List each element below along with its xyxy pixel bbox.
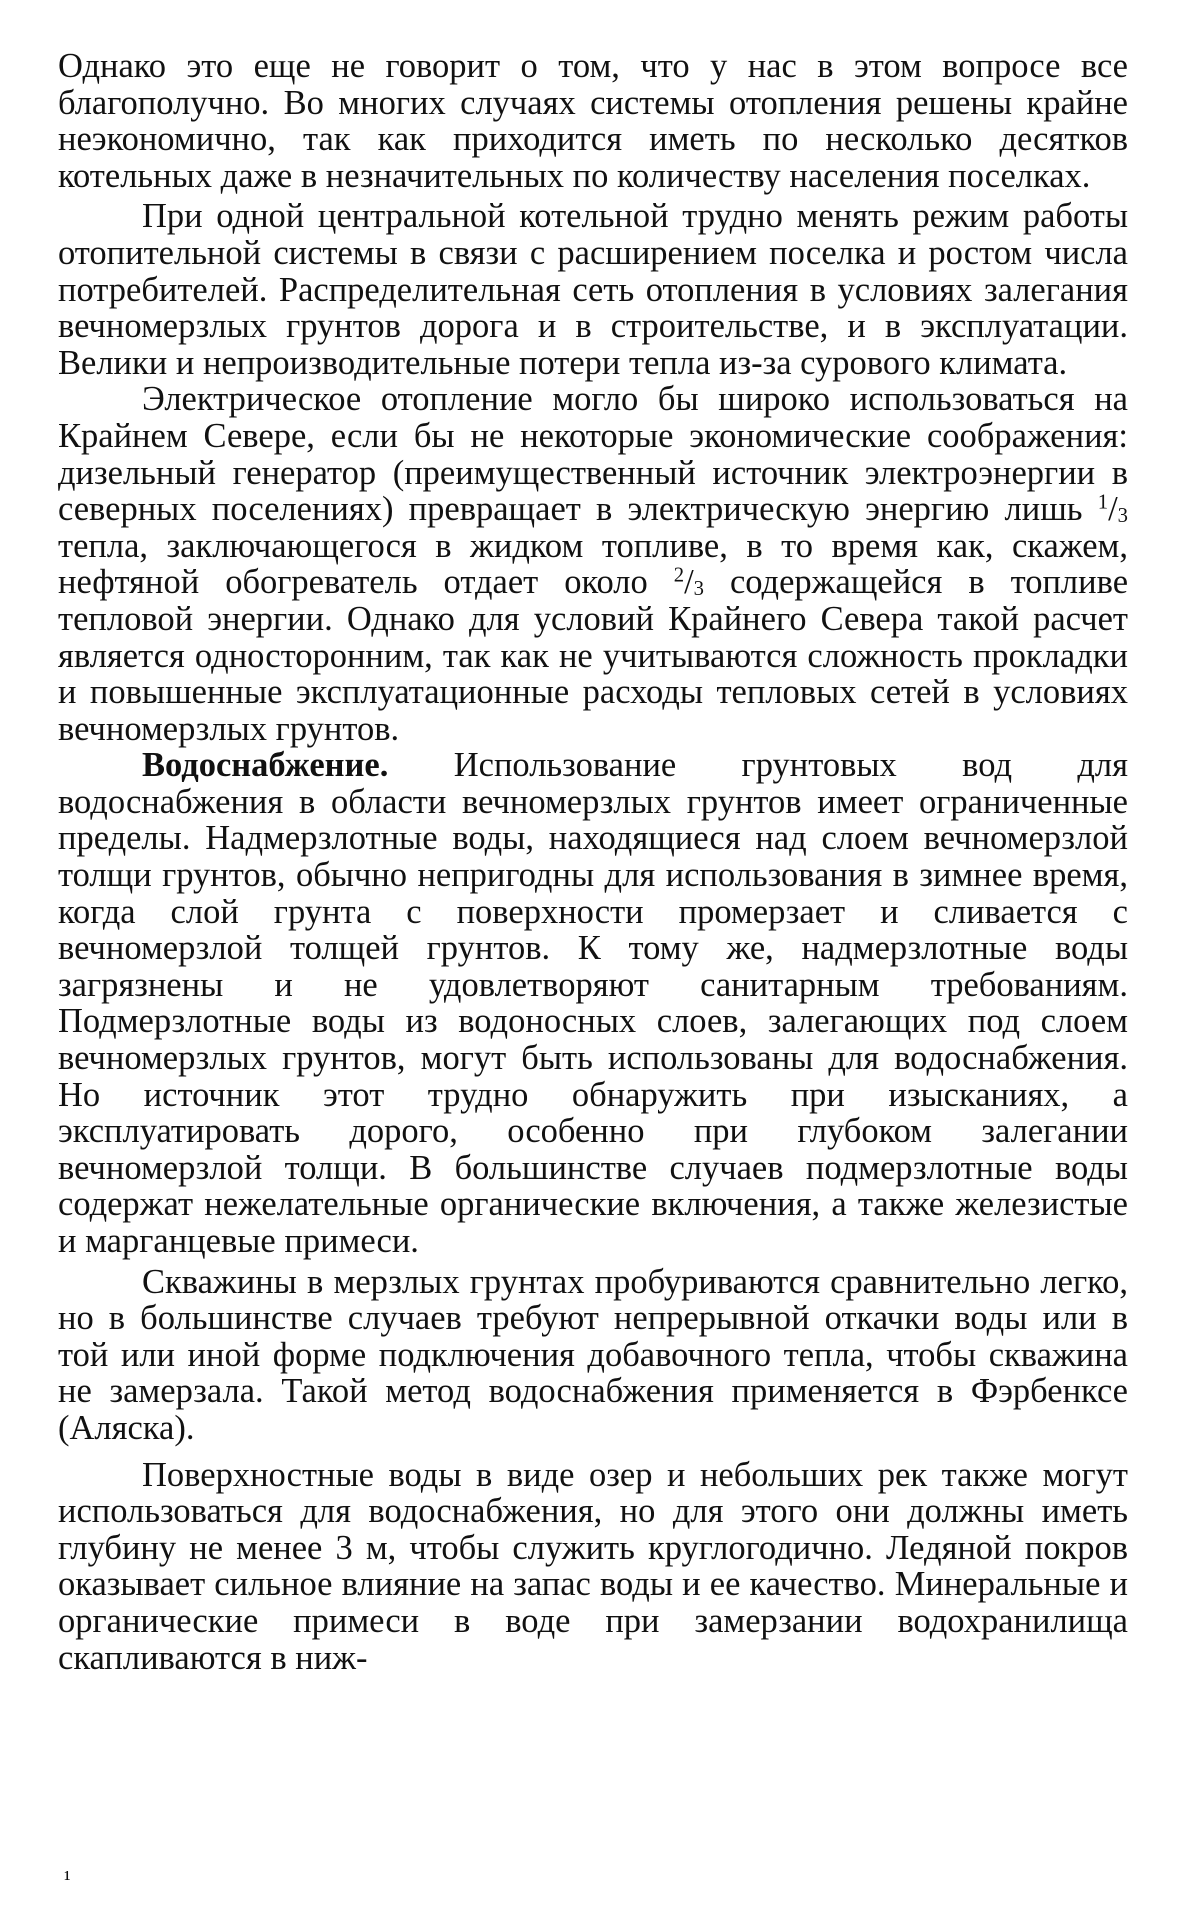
footer-mark: ¹ [64, 1866, 71, 1891]
paragraph-3-part-2: тепла, заключающегося в жидком топливе, в то время как, скажем, нефтяной обогреватель отдает около [58, 526, 1128, 602]
fraction-two-numerator: 2 [673, 564, 685, 587]
paragraph-6: Поверхностные воды в виде озер и небольших рек также могут использоваться для водоснабжения, но для этого они должны иметь глубину не менее 3 м, чтобы служить круглогодично. Ледяной покров оказывает сильное влияние на запас воды и ее качество. Минеральные и органические примеси в воде при замерзании водохранилища скапливаются в ниж- [58, 1455, 1128, 1677]
paragraph-1: Однако это еще не говорит о том, что у нас в этом вопросе все благополучно. Во многих случаях системы отопления решены крайне неэкономично, так как приходится иметь по несколько десятков котельных даже в незначительных по количеству населения поселках. [58, 47, 1128, 195]
paragraph-4 [58, 747, 1128, 1259]
fraction-two-denominator: 3 [693, 578, 704, 601]
paragraph-3-part-1: Электрическое отопление могло бы широко использоваться на Крайнем Севере, если бы не некоторые экономические соображения: дизельный генератор (преимущественный источник электроэнергии в северных поселениях) превращает в электрическую энергию лишь [58, 380, 1128, 529]
fraction-one-denominator: 3 [1117, 505, 1129, 528]
fraction-one-numerator: 1 [1097, 491, 1109, 514]
section-heading-water-supply: Водоснабжение. [142, 746, 389, 785]
document-page [58, 48, 1128, 1676]
paragraph-5: Скважины в мерзлых грунтах пробуриваются сравнительно легко, но в большинстве случаев требуют непрерывной откачки воды или в той или иной форме подключения добавочного тепла, чтобы скважина не замерзала. Такой метод водоснабжения применяется в Фэрбенксе (Аляска). [58, 1262, 1128, 1447]
paragraph-3: Электрическое отопление могло бы широко использоваться на Крайнем Севере, если бы не некоторые экономические соображения: дизельный генератор (преимущественный источник электроэнергии в северных поселениях) превращает в электрическую энергию лишь $^1/_3$ тепла, заключающегося в жидком топливе, в то время как, скажем, нефтяной обогреватель отдает около $^2/_3$ содержащейся в топливе тепловой энергии. Однако для условий Крайнего Севера такой расчет является односторонним, так как не учитываются сложность прокладки и повышенные эксплуатационные расходы тепловых сетей в условиях вечномерзлых грунтов. [58, 380, 1129, 748]
paragraph-2: При одной центральной котельной трудно менять режим работы отопительной системы в связи с расширением поселка и ростом числа потребителей. Распределительная сеть отопления в условиях залегания вечномерзлых грунтов дорога и в строительстве, и в эксплуатации. Велики и непроизводительные потери тепла из-за сурового климата. [58, 197, 1128, 382]
paragraph-4-text: Использование грунтовых вод для водоснабжения в области вечномерзлых грунтов имеет ограниченные пределы. Надмерзлотные воды, находящиеся над слоем вечномерзлой толщи грунтов, обычно непригодны для использования в зимнее время, когда слой грунта с поверхности промерзает и сливается с вечномерзлой толщей грунтов. К тому же, надмерзлотные воды загрязнены и не удовлетворяют санитарным требованиям. Подмерзлотные воды из водоносных слоев, залегающих под слоем вечномерзлых грунтов, могут быть использованы для водоснабжения. Но источник этот трудно обнаружить при изысканиях, а эксплуатировать дорого, особенно при глубоком залегании вечномерзлой толщи. В большинстве случаев подмерзлотные воды содержат нежелательные органические включения, а также железистые и марганцевые примеси. [58, 746, 1128, 1260]
paragraph-3-part-3: содержащейся в топливе тепловой энергии. Однако для условий Крайнего Севера такой расчет является односторонним, так как не учитываются сложность прокладки и повышенные эксплуатационные расходы тепловых сетей в условиях вечномерзлых грунтов. [58, 563, 1129, 748]
